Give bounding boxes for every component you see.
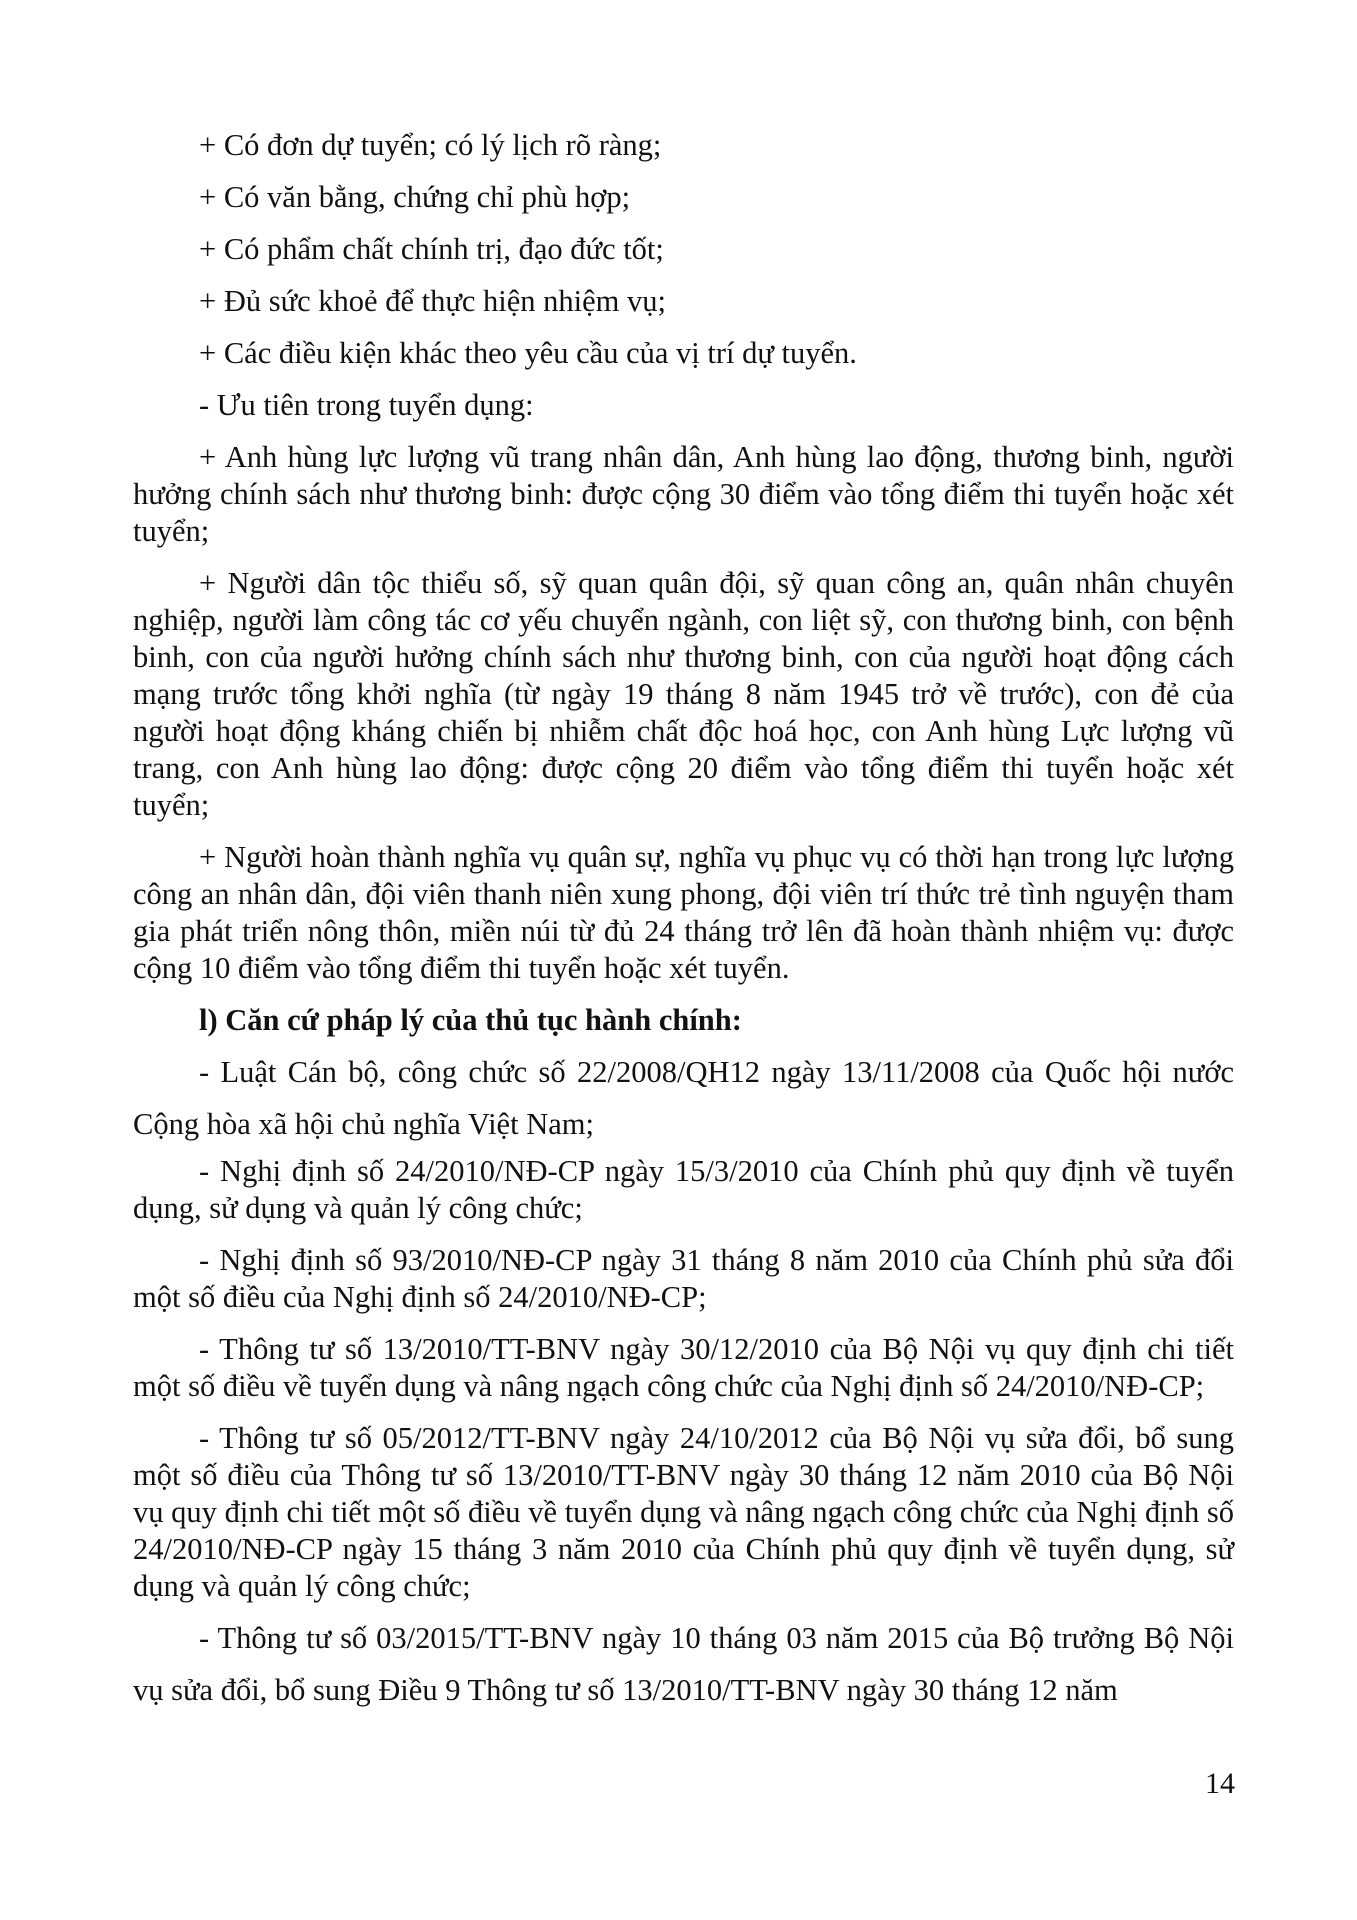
legal-basis-heading: l) Căn cứ pháp lý của thủ tục hành chính: [199, 1003, 742, 1037]
legal-basis-decree-93: - Nghị định số 93/2010/NĐ-CP ngày 31 tháng 8 năm 2010 của Chính phủ sửa đổi một số điều của Nghị định số 24/2010/NĐ-CP; [133, 1243, 1234, 1314]
legal-basis-law: - Luật Cán bộ, công chức số 22/2008/QH12 ngày 13/11/2008 của Quốc hội nước Cộng hòa xã hội chủ nghĩa Việt Nam; [133, 1055, 1234, 1141]
requirement-application: + Có đơn dự tuyển; có lý lịch rõ ràng; [199, 128, 662, 162]
legal-basis-circular-03: - Thông tư số 03/2015/TT-BNV ngày 10 tháng 03 năm 2015 của Bộ trưởng Bộ Nội vụ sửa đổi, bổ sung Điều 9 Thông tư số 13/2010/TT-BNV ngày 30 tháng 12 năm [133, 1621, 1234, 1707]
document-body [133, 127, 1234, 1716]
priority-20-points: + Người dân tộc thiểu số, sỹ quan quân đội, sỹ quan công an, quân nhân chuyên nghiệp, người làm công tác cơ yếu chuyển ngành, con liệt sỹ, con thương binh, con bệnh binh, con của người hưởng chính sách như thương binh, con của người hoạt động cách mạng trước tổng khởi nghĩa (từ ngày 19 tháng 8 năm 1945 trở về trước), con đẻ của người hoạt động kháng chiến bị nhiễm chất độc hoá học, con Anh hùng Lực lượng vũ trang, con Anh hùng lao động: được cộng 20 điểm vào tổng điểm thi tuyển hoặc xét tuyển; [133, 566, 1234, 822]
priority-heading: - Ưu tiên trong tuyển dụng: [199, 388, 534, 422]
legal-basis-circular-05: - Thông tư số 05/2012/TT-BNV ngày 24/10/2012 của Bộ Nội vụ sửa đổi, bổ sung một số điều của Thông tư số 13/2010/TT-BNV ngày 30 tháng 12 năm 2010 của Bộ Nội vụ quy định chi tiết một số điều về tuyển dụng và nâng ngạch công chức của Nghị định số 24/2010/NĐ-CP ngày 15 tháng 3 năm 2010 của Chính phủ quy định về tuyển dụng, sử dụng và quản lý công chức; [133, 1421, 1234, 1603]
priority-10-points: + Người hoàn thành nghĩa vụ quân sự, nghĩa vụ phục vụ có thời hạn trong lực lượng công an nhân dân, đội viên thanh niên xung phong, đội viên trí thức trẻ tình nguyện tham gia phát triển nông thôn, miền núi từ đủ 24 tháng trở lên đã hoàn thành nhiệm vụ: được cộng 10 điểm vào tổng điểm thi tuyển hoặc xét tuyển. [133, 840, 1234, 985]
legal-basis-circular-13: - Thông tư số 13/2010/TT-BNV ngày 30/12/2010 của Bộ Nội vụ quy định chi tiết một số điều về tuyển dụng và nâng ngạch công chức của Nghị định số 24/2010/NĐ-CP; [133, 1332, 1234, 1403]
requirement-ethics: + Có phẩm chất chính trị, đạo đức tốt; [199, 232, 664, 266]
requirement-other: + Các điều kiện khác theo yêu cầu của vị trí dự tuyển. [199, 336, 857, 370]
legal-basis-decree-24: - Nghị định số 24/2010/NĐ-CP ngày 15/3/2010 của Chính phủ quy định về tuyển dụng, sử dụng và quản lý công chức; [133, 1154, 1234, 1225]
requirement-diploma: + Có văn bằng, chứng chỉ phù hợp; [199, 180, 631, 214]
requirement-health: + Đủ sức khoẻ để thực hiện nhiệm vụ; [199, 284, 667, 318]
page-number: 14 [1205, 1767, 1235, 1800]
priority-30-points: + Anh hùng lực lượng vũ trang nhân dân, Anh hùng lao động, thương binh, người hưởng chính sách như thương binh: được cộng 30 điểm vào tổng điểm thi tuyển hoặc xét tuyển; [133, 440, 1234, 548]
